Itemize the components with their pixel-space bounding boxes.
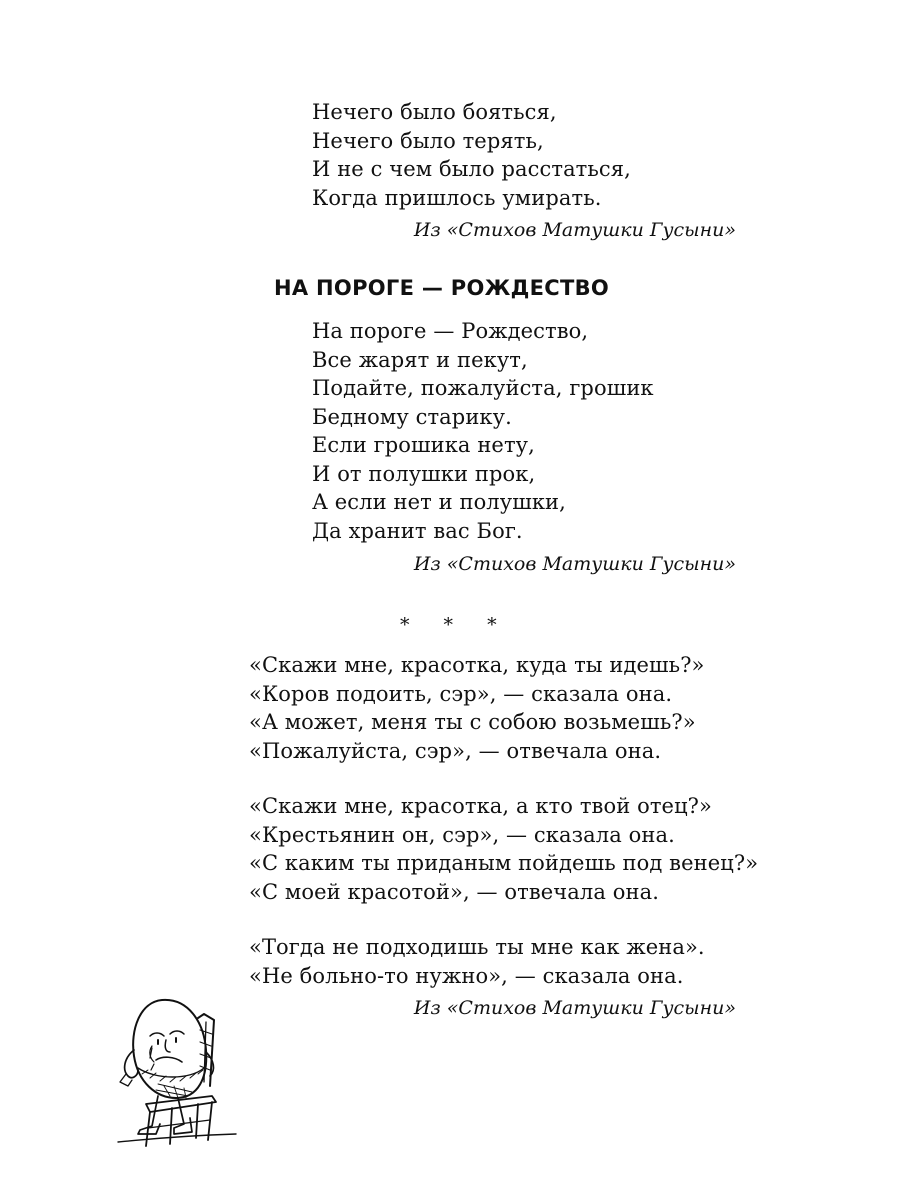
poem1-stanza xyxy=(312,98,631,212)
poem-line: «С моей красотой», — отвечала она. xyxy=(249,879,659,904)
poem2-stanza xyxy=(312,317,654,545)
poem-line: Да хранит вас Бог. xyxy=(312,518,523,543)
poem-line: И не с чем было расстаться, xyxy=(312,157,631,181)
poem-line: Бедному старику. xyxy=(312,404,512,429)
poem-line: Все жарят и пекут, xyxy=(312,347,528,372)
poem-line: «С каким ты приданым пойдешь под венец?» xyxy=(249,851,759,875)
humpty-dumpty-illustration xyxy=(112,986,242,1151)
poem-line: И от полушки прок, xyxy=(312,461,536,486)
poem3-source: Из «Стихов Матушки Гусыни» xyxy=(413,997,736,1019)
poem-line: «Крестьянин он, сэр», — сказала она. xyxy=(249,822,675,847)
poem-line: «Тогда не подходишь ты мне как жена». xyxy=(249,935,705,959)
poem-line: Когда пришлось умирать. xyxy=(312,185,602,210)
poem-line: Нечего было терять, xyxy=(312,128,544,153)
poem-line: Если грошика нету, xyxy=(312,433,535,457)
poem-line: «А может, меня ты с собою возьмешь?» xyxy=(249,710,696,734)
poem2-title: НА ПОРОГЕ — РОЖДЕСТВО xyxy=(274,276,610,300)
poem-line: Подайте, пожалуйста, грошик xyxy=(312,376,654,400)
poem2-source: Из «Стихов Матушки Гусыни» xyxy=(413,553,736,575)
poem-line: На пороге — Рождество, xyxy=(312,319,589,343)
poem-line: «Скажи мне, красотка, а кто твой отец?» xyxy=(249,794,712,818)
poem-line: А если нет и полушки, xyxy=(312,490,566,514)
poem-line: «Коров подоить, сэр», — сказала она. xyxy=(249,681,673,706)
poem-line: Нечего было бояться, xyxy=(312,100,557,124)
poem3-stanza-3 xyxy=(249,933,705,990)
poem1-source: Из «Стихов Матушки Гусыни» xyxy=(413,219,736,241)
poem-line: «Не больно-то нужно», — сказала она. xyxy=(249,963,684,988)
poem-line: «Пожалуйста, сэр», — отвечала она. xyxy=(249,738,662,763)
poem-line: «Скажи мне, красотка, куда ты идешь?» xyxy=(249,653,705,677)
poem3-stanza-2 xyxy=(249,792,758,906)
section-separator: * * * xyxy=(400,614,511,636)
poem3-stanza-1 xyxy=(249,651,705,765)
